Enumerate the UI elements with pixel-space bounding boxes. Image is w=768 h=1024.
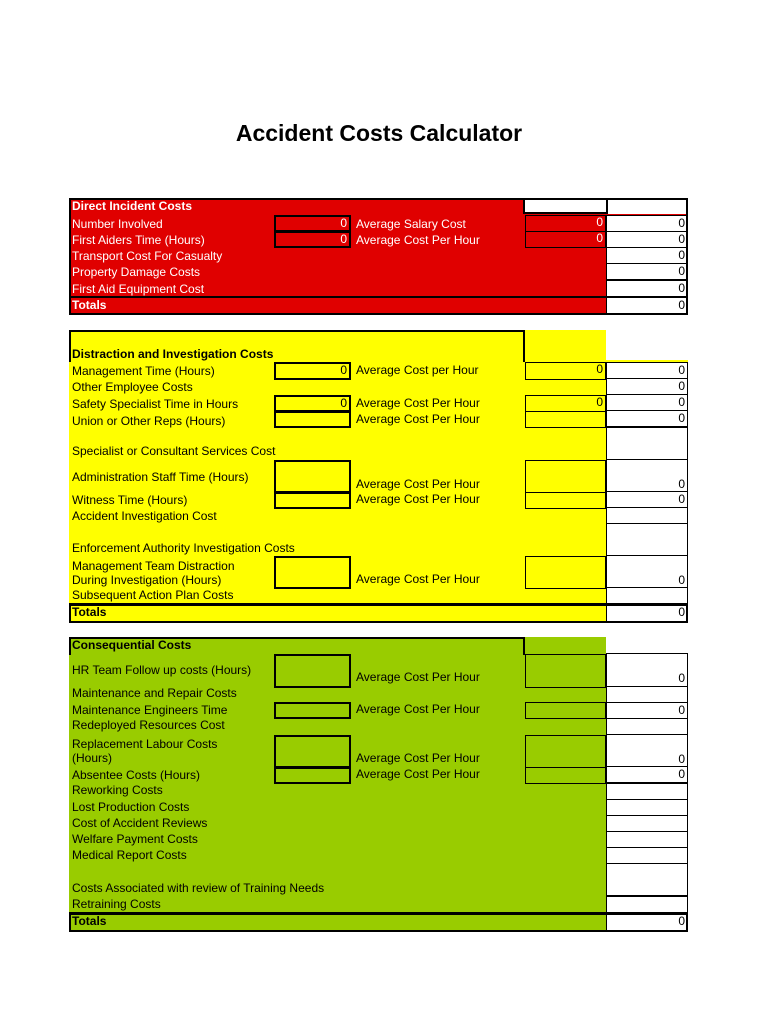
hr-team-label: HR Team Follow up costs (Hours) bbox=[72, 663, 252, 677]
property-damage-input[interactable]: 0 bbox=[606, 263, 688, 280]
enforcement-input[interactable] bbox=[606, 523, 688, 556]
hr-team-rate-input[interactable] bbox=[525, 654, 606, 688]
absentee-rate-input[interactable] bbox=[525, 767, 606, 784]
witness-time-rate-label: Average Cost Per Hour bbox=[356, 492, 480, 506]
first-aiders-rate-input[interactable]: 0 bbox=[525, 231, 606, 248]
maintenance-engineers-rate-label: Average Cost Per Hour bbox=[356, 702, 480, 716]
hr-team-input[interactable] bbox=[274, 654, 351, 688]
first-aid-equipment-input[interactable]: 0 bbox=[606, 280, 688, 297]
union-reps-total: 0 bbox=[606, 410, 688, 427]
replacement-input[interactable] bbox=[274, 735, 351, 768]
accident-investigation-label: Accident Investigation Cost bbox=[72, 509, 217, 523]
direct-totals-label: Totals bbox=[72, 298, 107, 312]
direct-header-blank-cell bbox=[523, 198, 608, 214]
average-salary-cost-label: Average Salary Cost bbox=[356, 217, 466, 231]
lost-production-input[interactable] bbox=[606, 799, 688, 816]
average-salary-cost-input[interactable]: 0 bbox=[525, 215, 606, 232]
direct-totals-divider bbox=[69, 296, 688, 298]
distraction-costs-header: Distraction and Investigation Costs bbox=[72, 347, 274, 361]
number-involved-label: Number Involved bbox=[72, 217, 163, 231]
maintenance-engineers-input[interactable] bbox=[274, 702, 351, 719]
direct-totals-value: 0 bbox=[606, 297, 688, 314]
first-aiders-total: 0 bbox=[606, 231, 688, 248]
union-reps-rate-label: Average Cost Per Hour bbox=[356, 412, 480, 426]
maintenance-repair-input[interactable] bbox=[606, 686, 688, 703]
specialist-consultant-input[interactable] bbox=[606, 427, 688, 460]
union-reps-label: Union or Other Reps (Hours) bbox=[72, 414, 226, 428]
accident-reviews-input[interactable] bbox=[606, 815, 688, 832]
management-team-rate-label: Average Cost Per Hour bbox=[356, 572, 480, 586]
accident-reviews-label: Cost of Accident Reviews bbox=[72, 816, 208, 830]
replacement-rate-label: Average Cost Per Hour bbox=[356, 751, 480, 765]
witness-time-label: Witness Time (Hours) bbox=[72, 493, 188, 507]
management-team-label-line1: Management Team Distraction bbox=[72, 559, 235, 573]
lost-production-label: Lost Production Costs bbox=[72, 800, 190, 814]
management-team-input[interactable] bbox=[274, 556, 351, 589]
admin-staff-input[interactable] bbox=[274, 460, 351, 493]
distraction-costs-section bbox=[69, 330, 688, 623]
number-involved-total: 0 bbox=[606, 215, 688, 232]
management-time-rate-input[interactable]: 0 bbox=[525, 362, 606, 380]
management-team-label-line2: During Investigation (Hours) bbox=[72, 573, 222, 587]
property-damage-label: Property Damage Costs bbox=[72, 265, 201, 279]
enforcement-label: Enforcement Authority Investigation Costs bbox=[72, 541, 295, 555]
page-title: Accident Costs Calculator bbox=[235, 120, 523, 146]
replacement-rate-input[interactable] bbox=[525, 735, 606, 768]
accident-investigation-input[interactable] bbox=[606, 507, 688, 524]
safety-specialist-rate-label: Average Cost Per Hour bbox=[356, 396, 480, 410]
safety-specialist-rate-input[interactable]: 0 bbox=[525, 395, 606, 412]
first-aiders-label: First Aiders Time (Hours) bbox=[72, 233, 205, 247]
first-aiders-rate-label: Average Cost Per Hour bbox=[356, 233, 480, 247]
witness-time-input[interactable] bbox=[274, 492, 351, 509]
management-time-label: Management Time (Hours) bbox=[72, 364, 215, 378]
replacement-label-line1: Replacement Labour Costs bbox=[72, 737, 218, 751]
consequential-totals-label: Totals bbox=[72, 914, 107, 928]
witness-time-total: 0 bbox=[606, 491, 688, 508]
consequential-costs-header: Consequential Costs bbox=[72, 638, 192, 652]
absentee-total: 0 bbox=[606, 766, 688, 783]
management-team-total: 0 bbox=[606, 555, 688, 588]
training-review-label: Costs Associated with review of Training Needs bbox=[72, 881, 325, 895]
welfare-input[interactable] bbox=[606, 831, 688, 848]
number-involved-input[interactable]: 0 bbox=[274, 215, 351, 232]
replacement-total: 0 bbox=[606, 734, 688, 767]
admin-staff-label: Administration Staff Time (Hours) bbox=[72, 470, 249, 484]
union-reps-rate-input[interactable] bbox=[525, 411, 606, 428]
witness-time-rate-input[interactable] bbox=[525, 492, 606, 509]
maintenance-repair-label: Maintenance and Repair Costs bbox=[72, 686, 237, 700]
union-reps-input[interactable] bbox=[274, 411, 351, 428]
training-review-input[interactable] bbox=[606, 863, 688, 896]
distraction-totals-label: Totals bbox=[72, 605, 107, 619]
first-aid-equipment-label: First Aid Equipment Cost bbox=[72, 282, 205, 296]
maintenance-engineers-label: Maintenance Engineers Time bbox=[72, 703, 228, 717]
medical-label: Medical Report Costs bbox=[72, 848, 187, 862]
welfare-label: Welfare Payment Costs bbox=[72, 832, 198, 846]
admin-staff-total: 0 bbox=[606, 459, 688, 492]
redeployed-input[interactable] bbox=[606, 718, 688, 735]
maintenance-engineers-rate-input[interactable] bbox=[525, 702, 606, 719]
specialist-consultant-label: Specialist or Consultant Services Cost bbox=[72, 444, 276, 458]
transport-label: Transport Cost For Casualty bbox=[72, 249, 223, 263]
safety-specialist-label: Safety Specialist Time in Hours bbox=[72, 397, 239, 411]
maintenance-engineers-total: 0 bbox=[606, 702, 688, 719]
retraining-label: Retraining Costs bbox=[72, 897, 161, 911]
consequential-totals-divider bbox=[69, 912, 688, 914]
transport-input[interactable]: 0 bbox=[606, 247, 688, 264]
management-team-rate-input[interactable] bbox=[525, 556, 606, 589]
admin-staff-rate-input[interactable] bbox=[525, 460, 606, 493]
consequential-costs-section bbox=[69, 637, 688, 932]
safety-specialist-total: 0 bbox=[606, 394, 688, 411]
management-time-input[interactable]: 0 bbox=[274, 362, 351, 380]
absentee-input[interactable] bbox=[274, 767, 351, 784]
subsequent-action-label: Subsequent Action Plan Costs bbox=[72, 588, 234, 602]
direct-costs-header: Direct Incident Costs bbox=[72, 199, 193, 213]
management-time-total: 0 bbox=[606, 362, 688, 379]
replacement-label-line2: (Hours) bbox=[72, 751, 113, 765]
safety-specialist-input[interactable]: 0 bbox=[274, 395, 351, 412]
hr-team-rate-label: Average Cost Per Hour bbox=[356, 670, 480, 684]
first-aiders-input[interactable]: 0 bbox=[274, 231, 351, 248]
medical-input[interactable] bbox=[606, 847, 688, 864]
distraction-totals-divider bbox=[69, 603, 688, 605]
absentee-rate-label: Average Cost Per Hour bbox=[356, 767, 480, 781]
hr-team-total: 0 bbox=[606, 653, 688, 687]
direct-costs-section bbox=[69, 198, 688, 315]
distraction-totals-value: 0 bbox=[606, 604, 688, 622]
other-employee-label: Other Employee Costs bbox=[72, 380, 193, 394]
reworking-label: Reworking Costs bbox=[72, 783, 163, 797]
reworking-input[interactable] bbox=[606, 783, 688, 800]
retraining-input[interactable] bbox=[606, 896, 688, 913]
absentee-label: Absentee Costs (Hours) bbox=[72, 768, 201, 782]
management-time-rate-label: Average Cost per Hour bbox=[356, 363, 479, 377]
consequential-totals-value: 0 bbox=[606, 913, 688, 931]
other-employee-input[interactable]: 0 bbox=[606, 378, 688, 395]
admin-staff-rate-label: Average Cost Per Hour bbox=[356, 477, 480, 491]
redeployed-label: Redeployed Resources Cost bbox=[72, 718, 225, 732]
subsequent-action-input[interactable] bbox=[606, 587, 688, 604]
